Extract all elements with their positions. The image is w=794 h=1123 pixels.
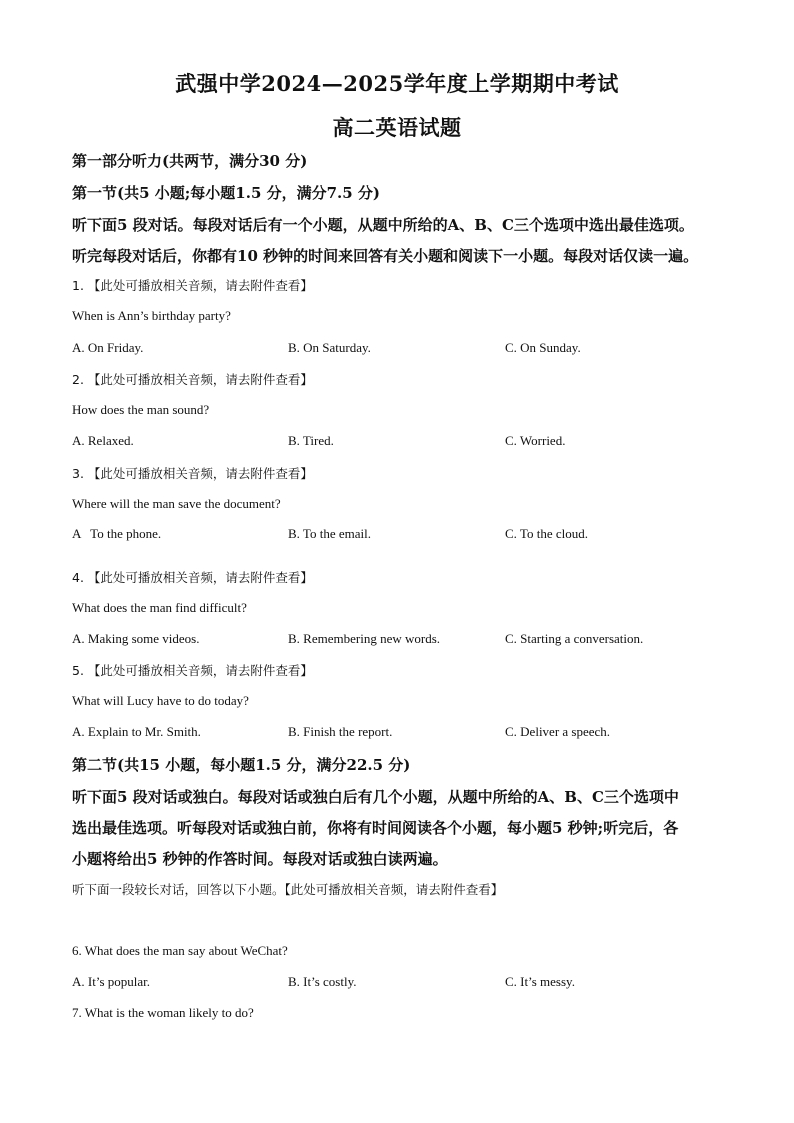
section1-instructions-1: 听下面5 段对话。每段对话后有一个小题，从题中所给的A、B、C三个选项中选出最佳选项。 [72,216,694,234]
question-7-text: 7. What is the woman likely to do? [72,1005,254,1020]
question-3-text: Where will the man save the document? [72,496,281,511]
question-6-option-a: A. It’s popular. [72,974,150,989]
question-2-audio-link[interactable]: 2. 【此处可播放相关音频，请去附件查看】 [72,372,313,387]
section1-instructions-2: 听完每段对话后，你都有10 秒钟的时间来回答有关小题和阅读下一小题。每段对话仅读一遍。 [72,247,699,265]
exam-title: 武强中学2024—2025学年度上学期期中考试 [175,71,619,96]
exam-subtitle: 高二英语试题 [332,115,462,140]
question-5-option-a: A. Explain to Mr. Smith. [72,724,201,739]
section1-heading: 第一节(共5 小题;每小题1.5 分，满分7.5 分) [72,184,381,202]
question-1-option-c: C. On Sunday. [505,340,581,355]
question-2-text: How does the man sound? [72,402,210,417]
question-4-option-c: C. Starting a conversation. [505,631,644,646]
section2-instructions-1: 听下面5 段对话或独白。每段对话或独白后有几个小题，从题中所给的A、B、C三个选项中 [72,788,679,806]
question-5-option-c: C. Deliver a speech. [505,724,611,739]
question-1-text: When is Ann’s birthday party? [72,308,231,323]
question-2-option-a: A. Relaxed. [72,433,134,448]
question-6-option-b: B. It’s costly. [288,974,357,989]
question-5-option-b: B. Finish the report. [288,724,393,739]
question-4-text: What does the man find difficult? [72,600,247,615]
question-1-audio-link[interactable]: 1. 【此处可播放相关音频，请去附件查看】 [72,278,313,293]
question-2-option-c: C. Worried. [505,433,566,448]
question-1-option-a: A. On Friday. [72,340,144,355]
question-6-text: 6. What does the man say about WeChat? [72,943,288,958]
question-6-option-c: C. It’s messy. [505,974,575,989]
question-3-option-a: A To the phone. [72,526,162,541]
section2-instructions-3: 小题将给出5 秒钟的作答时间。每段对话或独白读两遍。 [72,850,448,868]
section2-heading: 第二节(共15 小题，每小题1.5 分，满分22.5 分) [72,756,411,774]
question-3-audio-link[interactable]: 3. 【此处可播放相关音频，请去附件查看】 [72,466,313,481]
section2-instructions-2: 选出最佳选项。听每段对话或独白前，你将有时间阅读各个小题，每小题5 秒钟;听完后，各 [72,819,679,837]
long-dialogue-audio-link[interactable]: 听下面一段较长对话，回答以下小题。【此处可播放相关音频，请去附件查看】 [72,882,504,897]
question-3-option-b: B. To the email. [288,526,371,541]
question-5-text: What will Lucy have to do today? [72,693,249,708]
question-5-audio-link[interactable]: 5. 【此处可播放相关音频，请去附件查看】 [72,663,313,678]
question-4-option-a: A. Making some videos. [72,631,200,646]
question-3-option-c: C. To the cloud. [505,526,588,541]
part1-heading: 第一部分听力(共两节，满分30 分) [72,152,308,170]
question-4-option-b: B. Remembering new words. [288,631,441,646]
question-2-option-b: B. Tired. [288,433,334,448]
question-1-option-b: B. On Saturday. [288,340,371,355]
question-4-audio-link[interactable]: 4. 【此处可播放相关音频，请去附件查看】 [72,570,313,585]
